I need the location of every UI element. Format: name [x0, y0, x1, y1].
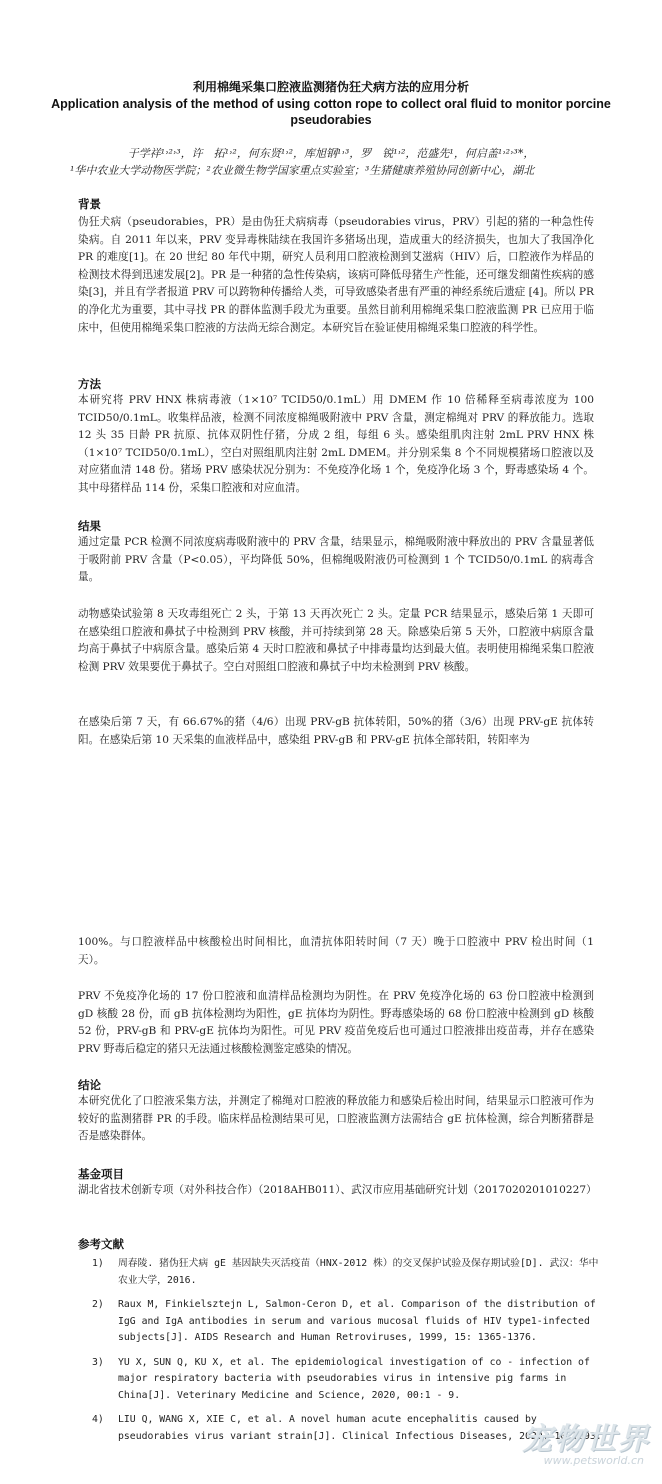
reference-item: [92, 1355, 602, 1405]
results-paragraph-4: 100%。与口腔液样品中核酸检出时间相比，血清抗体阳转时间（7 天）晚于口腔液中 PRV 检出时间（1 天）。: [78, 936, 594, 966]
section-heading-funding: 基金项目: [78, 1167, 124, 1181]
watermark-url: www.petsworld.cn: [543, 1454, 644, 1467]
background-paragraph: 伪狂犬病（pseudorabies，PR）是由伪狂犬病病毒（pseudorabies virus，PRV）引起的猪的一种急性传染病。自 2011 年以来，PRV 变异毒株陆续在我国许多猪场出现，造成重大的经济损失，也加大了我国净化 PR 的难度[1]。在 20 世纪 80 年代中期，研究人员利用口腔液检测到艾滋病（HIV）后，口腔液作为样品的检测技术得到迅速发展[2]。PR 是一种猪的急性传染病，该病可降低母猪生产性能，还可继发细菌性疾病的感染[3]，并且有学者报道 PRV 可以跨物种传播给人类，可导致感染者患有严重的神经系统后遗症 [4]。所以 PR 的净化尤为重要，其中寻找 PR 的群体监测手段尤为重要。虽然目前利用棉绳采集口腔液监测 PR 已应用于临床中，但使用棉绳采集口腔液的方法尚无综合测定。本研究旨在验证使用棉绳采集口腔液的科学性。: [78, 216, 594, 334]
reference-item: [92, 1297, 602, 1347]
reference-number: 1): [92, 1258, 104, 1269]
results-paragraph-3: 在感染后第 7 天，有 66.67%的猪（4/6）出现 PRV-gB 抗体转阳，50%的猪（3/6）出现 PRV-gE 抗体转阳。在感染后第 10 天采集的血液样品中，感染组 PRV-gB 和 PRV-gE 抗体全部转阳，转阳率为: [78, 716, 594, 746]
funding-paragraph: 湖北省技术创新专项（对外科技合作）（2018AHB011）、武汉市应用基础研究计划（2017020201010227）: [78, 1184, 597, 1196]
reference-text: YU X, SUN Q, KU X, et al. The epidemiological investigation of co - infection of major respiratory bacteria with pseudorabies virus in intensive pig farms in China[J]. Veterinary Medicine and Science, 2020, 00:1 - 9.: [118, 1356, 590, 1401]
section-heading-background: 背景: [78, 197, 101, 211]
methods-paragraph: 本研究将 PRV HNX 株病毒液（1×10⁷ TCID50/0.1mL）用 DMEM 作 10 倍稀释至病毒浓度为 100 TCID50/0.1mL。收集样品液，检测不同浓度棉绳吸附液中 PRV 含量，测定棉绳对 PRV 的释放能力。选取 12 头 35 日龄 PR 抗原、抗体双阴性仔猪，分成 2 组，每组 6 头。感染组肌肉注射 2mL PRV HNX 株（1×10⁷ TCID50/0.1mL），空白对照组肌肉注射 2mL DMEM。并分别采集 8 个不同规模猪场口腔液以及对应猪血清 148 份。猪场 PRV 感染状况分别为：不免疫净化场 1 个，免疫净化场 3 个，野毒感染场 4 个。其中母猪样品 114 份，采集口腔液和对应血清。: [78, 394, 594, 494]
results-paragraph-5: PRV 不免疫净化场的 17 份口腔液和血清样品检测均为阴性。在 PRV 免疫净化场的 63 份口腔液中检测到 gD 核酸 28 份，而 gB 抗体检测均为阳性，gE 抗体均为阴性。野毒感染场的 68 份口腔液中检测到 gD 核酸 52 份，PRV-gB 和 PRV-gE 抗体均为阳性。可见 PRV 疫苗免疫后也可通过口腔液排出疫苗毒，并存在感染 PRV 野毒后稳定的猪只无法通过核酸检测鉴定感染的情况。: [78, 990, 594, 1055]
reference-number: 2): [92, 1299, 104, 1310]
conclusion-paragraph: 本研究优化了口腔液采集方法，并测定了棉绳对口腔液的释放能力和感染后检出时间，结果显示口腔液可作为较好的监测猪群 PR 的手段。临床样品检测结果可见，口腔液监测方法需结合 gE 抗体检测，综合判断猪群是否是感染群体。: [78, 1095, 594, 1143]
site-watermark: [510, 1414, 650, 1476]
reference-number: 4): [92, 1414, 104, 1425]
watermark-logo-text: 宠物世界: [522, 1422, 650, 1457]
title-chinese: 利用棉绳采集口腔液监测猪伪狂犬病方法的应用分析: [192, 80, 469, 94]
section-heading-results: 结果: [78, 519, 101, 533]
reference-text: 周春陵. 猪伪狂犬病 gE 基因缺失灭活疫苗（HNX-2012 株）的交叉保护试验及保存期试验[D]. 武汉：华中农业大学，2016.: [118, 1258, 599, 1286]
results-paragraph-2: 动物感染试验第 8 天攻毒组死亡 2 头，于第 13 天再次死亡 2 头。定量 PCR 结果显示，感染后第 1 天即可在感染组口腔液和鼻拭子中检测到 PRV 核酸，并可持续到第 28 天。除感染后第 5 天外，口腔液中病原含量均高于鼻拭子中病原含量。感染后第 4 天时口腔液和鼻拭子中排毒量均达到最大值。表明使用棉绳采集口腔液检测 PRV 效果要优于鼻拭子。空白对照组口腔液和鼻拭子中均未检测到 PRV 核酸。: [78, 608, 594, 673]
author-list: 于学祥¹˒²˒³，许 拓¹˒²，何东贤¹˒²，库旭钢¹˒³，罗 锐¹˒²，范盛先¹，何启盖¹˒²˒³*，: [127, 147, 535, 160]
title-english: Application analysis of the method of using cotton rope to collect oral fluid to monitor porcine pseudorabies: [51, 97, 611, 127]
section-heading-methods: 方法: [78, 377, 101, 391]
reference-text: LIU Q, WANG X, XIE C, et al. A novel human acute encephalitis caused by pseudorabies virus variant strain[J]. Clinical Infectious Diseases, 2020, 10.1093.: [118, 1414, 602, 1442]
section-heading-conclusion: 结论: [78, 1078, 101, 1092]
reference-number: 3): [92, 1356, 104, 1368]
affiliation-line: ¹华中农业大学动物医学院；²农业微生物学国家重点实验室；³生猪健康养殖协同创新中心，湖北: [70, 164, 535, 177]
reference-text: Raux M, Finkielsztejn L, Salmon-Ceron D, et al. Comparison of the distribution of IgG and IgA antibodies in serum and various mucosal fluids of HIV type1-infected subjects[J]. AIDS Research and Human Retroviruses, 1999, 15: 1365-1376.: [118, 1299, 596, 1343]
reference-item: [92, 1256, 602, 1289]
section-heading-references: 参考文献: [78, 1237, 124, 1251]
results-paragraph-1: 通过定量 PCR 检测不同浓度病毒吸附液中的 PRV 含量，结果显示，棉绳吸附液中释放出的 PRV 含量显著低于吸附前 PRV 含量（P<0.05），平均降低 50%，但棉绳吸附液仍可检测到 1 个 TCID50/0.1mL 的病毒含量。: [78, 536, 594, 584]
